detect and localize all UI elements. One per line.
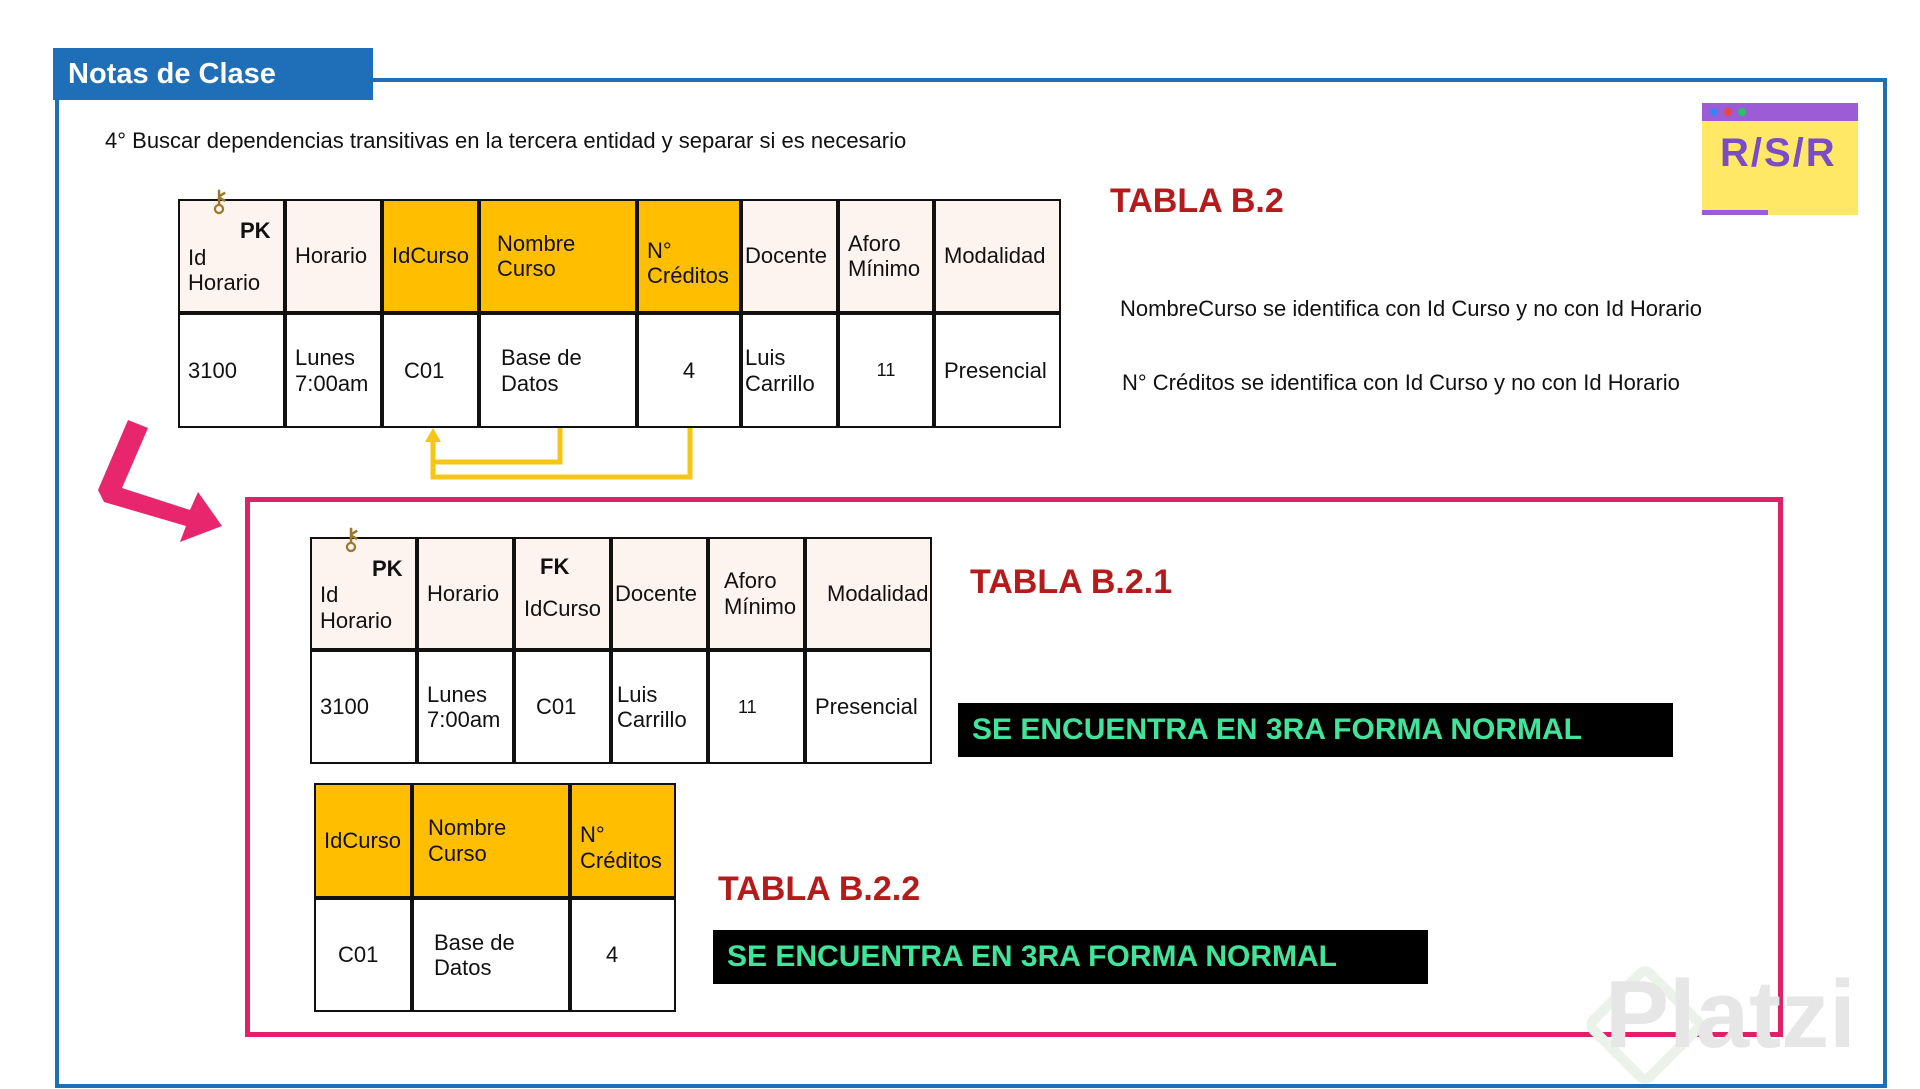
table-b22-cell: C01 [314,898,412,1012]
table-b2-cell: Lunes 7:00am [285,313,382,428]
table-b2-header-cell: Docente [741,199,838,313]
platzi-watermark: Platzi [1605,961,1856,1068]
table-b2-cell: C01 [382,313,479,428]
table-b2-header-cell: IdCurso [382,199,479,313]
table-b21-cell: 11 [708,650,805,764]
logo-text: R/S/R [1720,131,1837,175]
table-b2-header-cell: Modalidad [934,199,1061,313]
table-b21-cell: Luis Carrillo [611,650,708,764]
section-title: Notas de Clase [53,48,373,100]
note-creditos: N° Créditos se identifica con Id Curso y no con Id Horario [1122,370,1680,395]
instruction-text: 4° Buscar dependencias transitivas en la tercera entidad y separar si es necesario [105,128,907,153]
pk-label: PK [240,218,271,243]
table-b22-cell: Base de Datos [412,898,570,1012]
key-icon: ⚷ [340,523,362,556]
table-b2-header-cell: N° Créditos [637,199,741,313]
table-b22-cell: 4 [570,898,676,1012]
table-b2-cell: 3100 [178,313,285,428]
table-b2-header-cell: Id Horario [178,199,285,313]
table-b21-header-cell: Horario [417,537,514,650]
dependency-arrow-nombre [433,428,560,462]
table-b2-cell: Base de Datos [479,313,637,428]
note-nombre-curso: NombreCurso se identifica con Id Curso y no con Id Horario [1120,296,1703,321]
table-b2-header-cell: Aforo Mínimo [838,199,934,313]
table-b21-header-cell: Docente [611,537,708,650]
table-b21-header-cell: IdCurso [514,537,611,650]
table-b21-title: TABLA B.2.1 [970,563,1173,601]
table-b2-cell: 11 [838,313,934,428]
table-b2-cell: 4 [637,313,741,428]
table-b21-cell: Presencial [805,650,932,764]
status-banner-b22: SE ENCUENTRA EN 3RA FORMA NORMAL [713,930,1428,984]
table-b2-header-cell: Nombre Curso [479,199,637,313]
table-b21-header-cell: Id Horario [310,537,417,650]
table-b2-cell: Luis Carrillo [741,313,838,428]
table-b21-cell: Lunes 7:00am [417,650,514,764]
table-b22-title: TABLA B.2.2 [718,870,921,908]
table-b22-header-cell: Nombre Curso [412,783,570,898]
key-icon: ⚷ [208,185,230,218]
table-b2-title: TABLA B.2 [1110,182,1284,220]
table-b2-cell: Presencial [934,313,1061,428]
table-b21-header-cell: Aforo Mínimo [708,537,805,650]
table-b21-header-cell: Modalidad [805,537,932,650]
table-b2-header-cell: Horario [285,199,382,313]
table-b21-cell: 3100 [310,650,417,764]
table-b22-header-cell: N° Créditos [570,783,676,898]
transform-arrow-icon [98,420,222,542]
dependency-arrowhead [425,428,441,442]
status-banner-b21: SE ENCUENTRA EN 3RA FORMA NORMAL [958,703,1673,757]
table-b22-header-cell: IdCurso [314,783,412,898]
table-b21-cell: C01 [514,650,611,764]
fk-label: FK [540,554,570,579]
pk-label: PK [372,556,403,581]
